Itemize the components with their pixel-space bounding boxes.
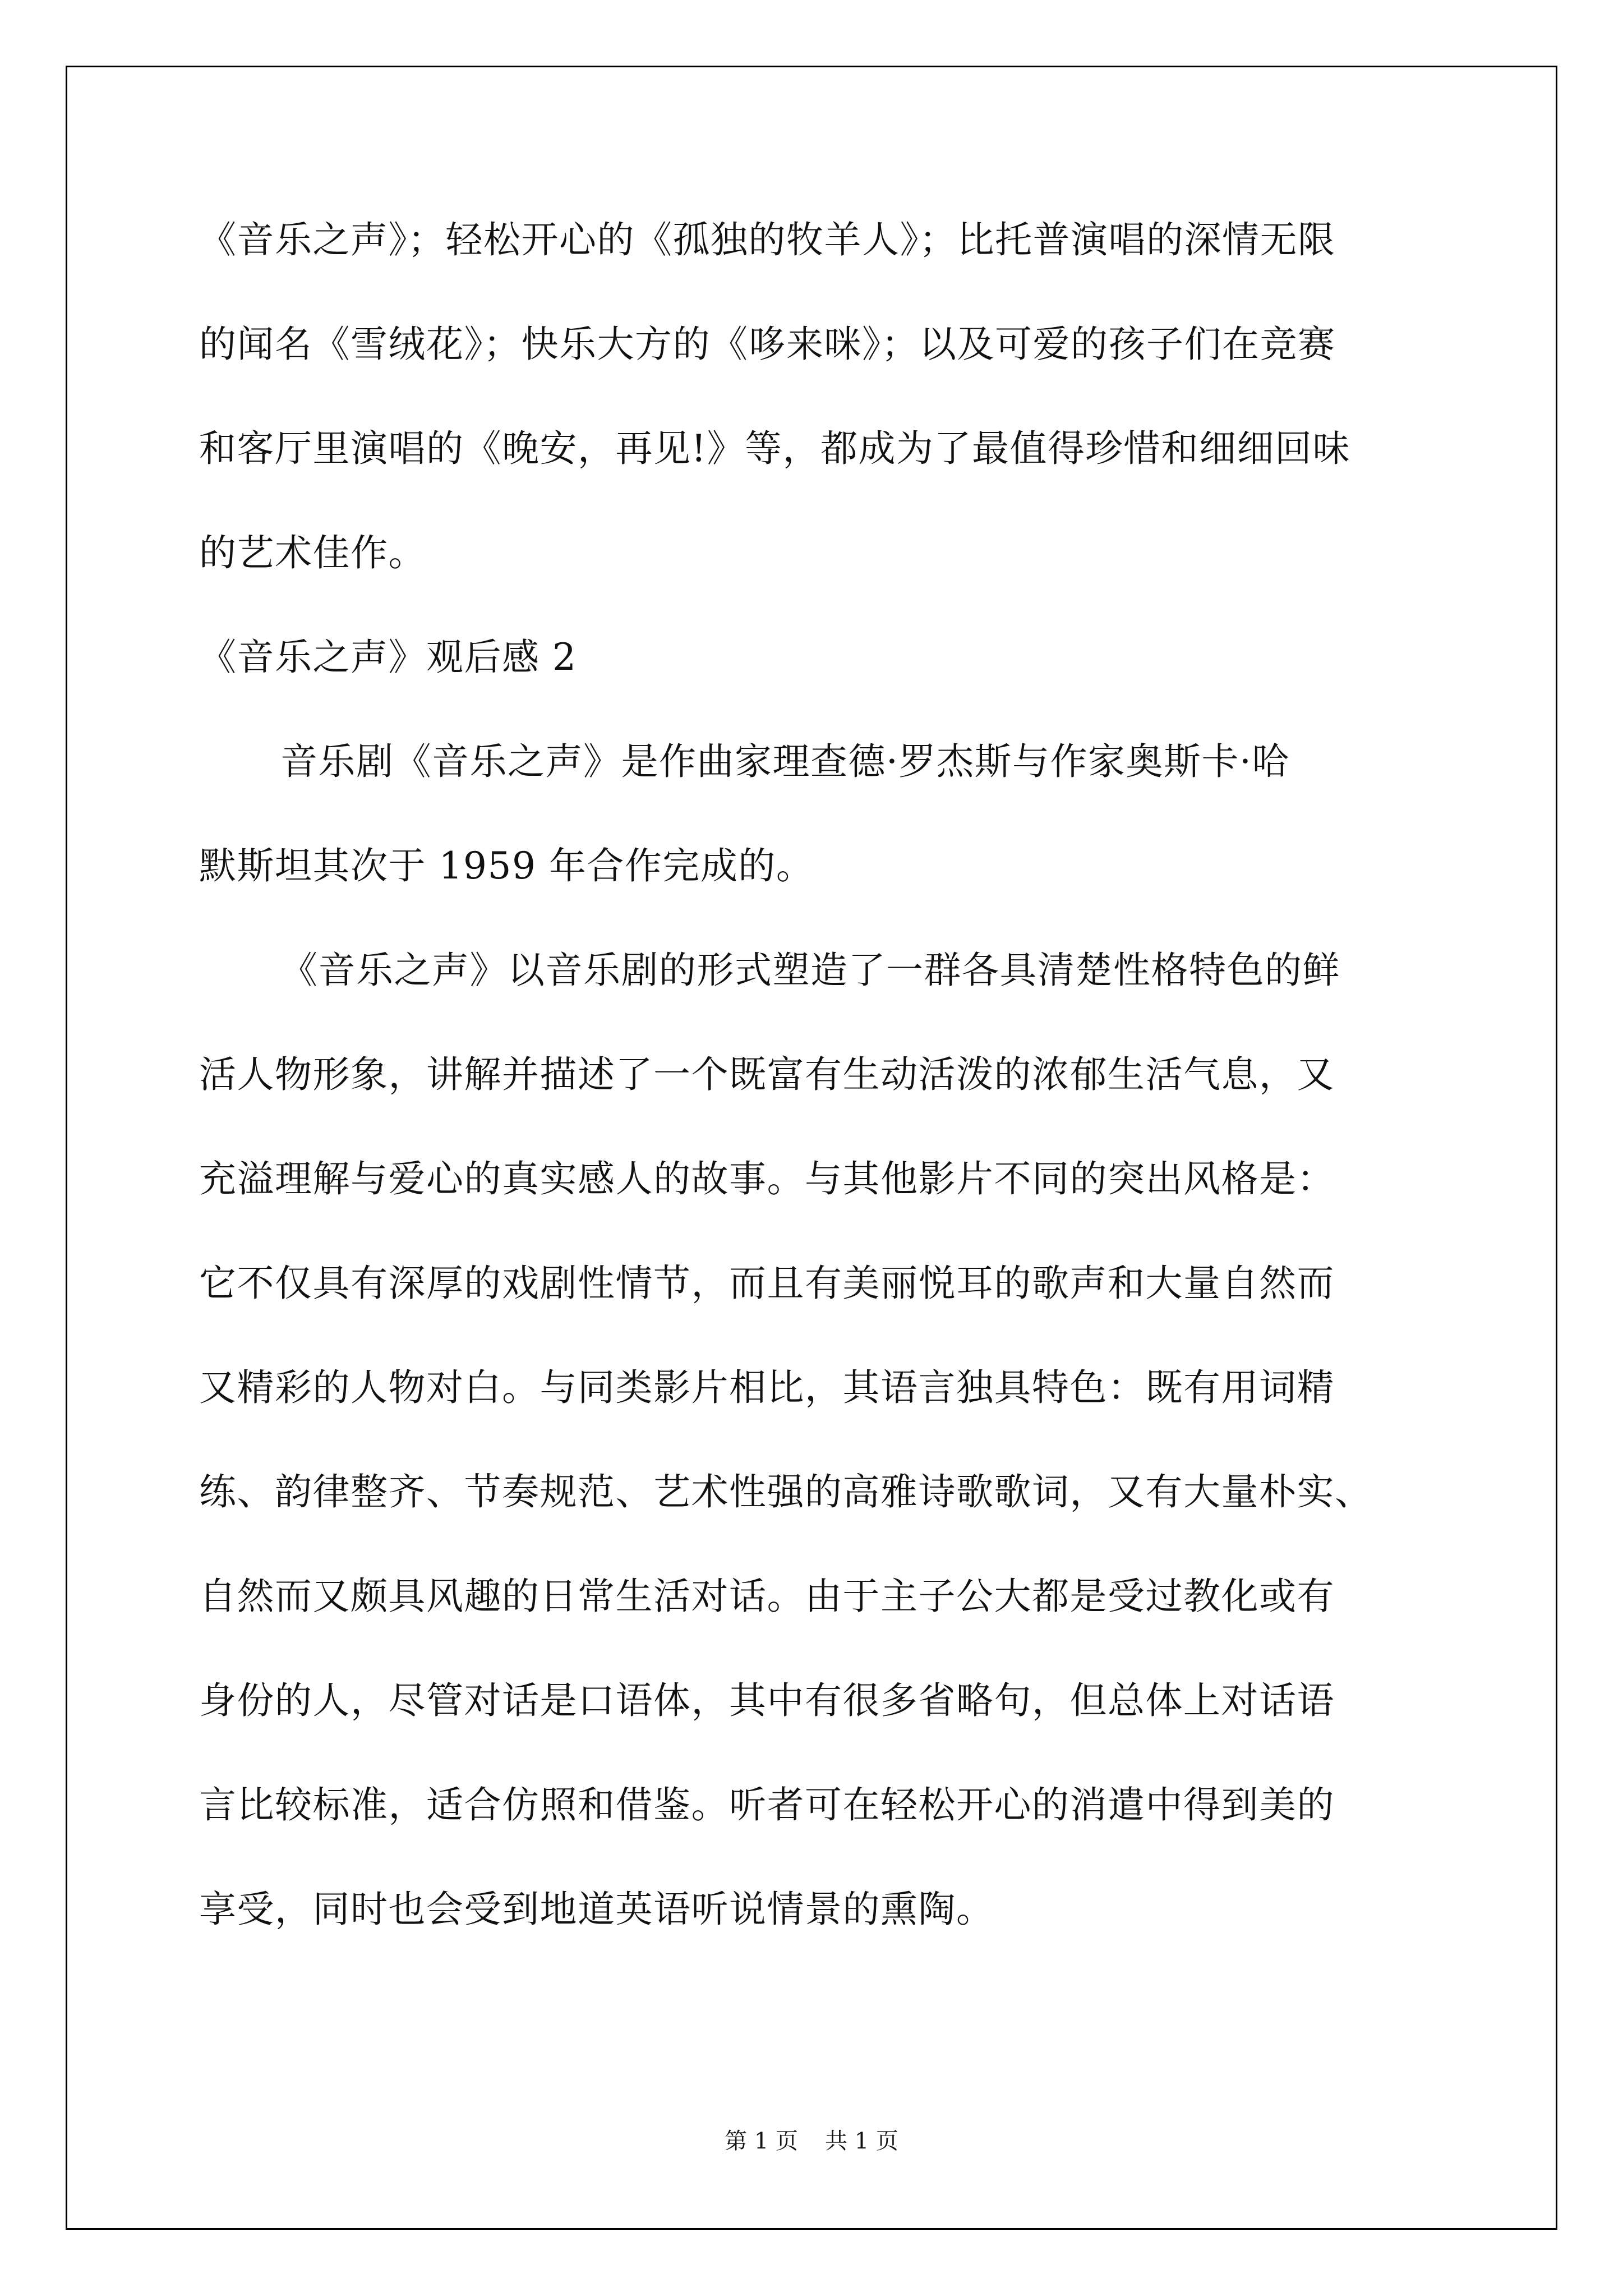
text-line: 的闻名《雪绒花》；快乐大方的《哆来咪》；以及可爱的孩子们在竞赛: [199, 323, 1336, 366]
text-line: 享受，同时也会受到地道英语听说情景的熏陶。: [199, 1888, 994, 1931]
text-line: 又精彩的人物对白。与同类影片相比，其语言独具特色：既有用词精: [199, 1366, 1335, 1409]
page-number: 第 1 页: [725, 2128, 798, 2154]
text-line: 它不仅具有深厚的戏剧性情节，而且有美丽悦耳的歌声和大量自然而: [199, 1262, 1335, 1305]
page-total: 共 1 页: [825, 2128, 898, 2154]
text-line: 自然而又颇具风趣的日常生活对话。由于主子公大都是受过教化或有: [199, 1575, 1335, 1618]
text-line: 音乐剧《音乐之声》是作曲家理查德·罗杰斯与作家奥斯卡·哈: [280, 740, 1290, 783]
text-line: 言比较标准，适合仿照和借鉴。听者可在轻松开心的消遣中得到美的: [199, 1783, 1335, 1826]
section-heading: 《音乐之声》观后感 2: [199, 636, 577, 679]
text-line: 身份的人，尽管对话是口语体，其中有很多省略句，但总体上对话语: [199, 1679, 1335, 1722]
text-line: 默斯坦其次于 1959 年合作完成的。: [199, 844, 814, 887]
text-line: 《音乐之声》以音乐剧的形式塑造了一群各具清楚性格特色的鲜: [280, 949, 1340, 992]
text-line: 活人物形象，讲解并描述了一个既富有生动活泼的浓郁生活气息，又: [199, 1053, 1335, 1096]
text-line: 充溢理解与爱心的真实感人的故事。与其他影片不同的突出风格是：: [199, 1157, 1335, 1200]
text-line: 的艺术佳作。: [199, 531, 426, 574]
text-line: 和客厅里演唱的《晚安，再见!》等，都成为了最值得珍惜和细细回味: [199, 427, 1351, 470]
text-line: 练、韵律整齐、节奏规范、艺术性强的高雅诗歌歌词，又有大量朴实、: [199, 1470, 1373, 1513]
page-footer: [0, 2123, 1623, 2155]
text-line: 《音乐之声》；轻松开心的《孤独的牧羊人》；比托普演唱的深情无限: [199, 218, 1336, 261]
